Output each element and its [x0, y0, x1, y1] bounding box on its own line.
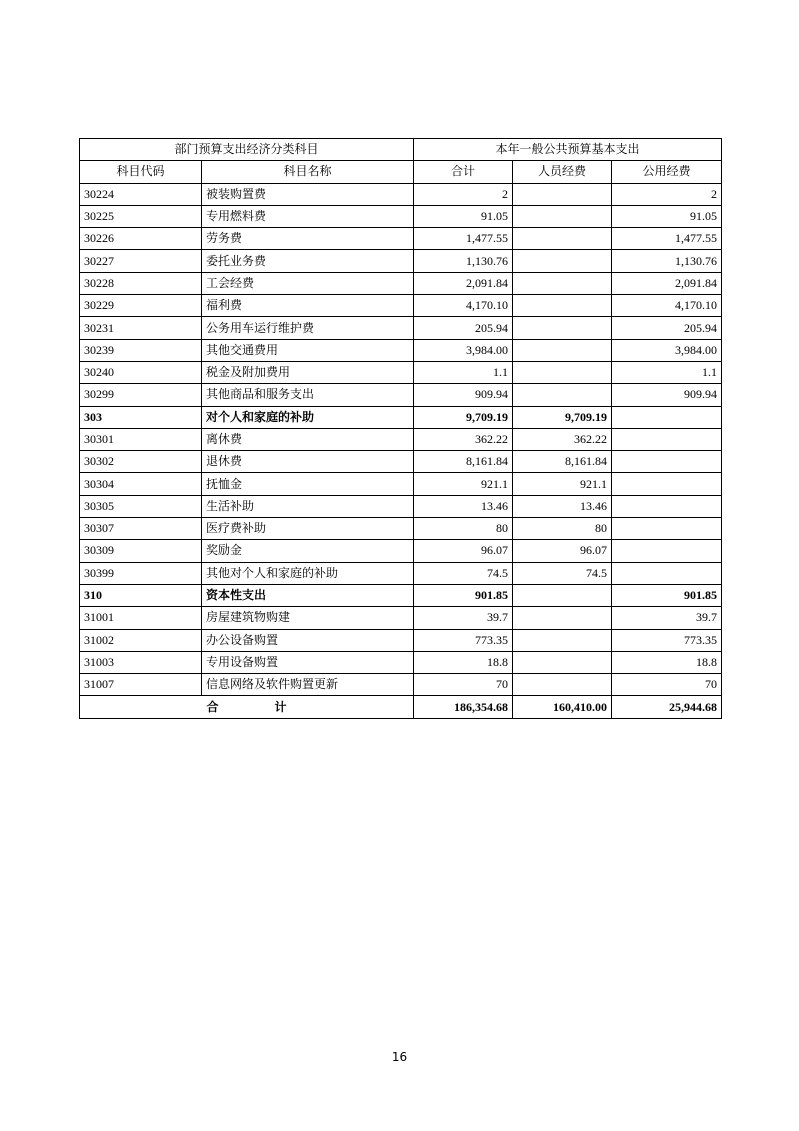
- cell-personnel: 74.5: [513, 562, 612, 584]
- cell-public: [612, 540, 722, 562]
- total-row: [80, 696, 722, 718]
- cell-name: 福利费: [202, 295, 414, 317]
- cell-personnel: [513, 250, 612, 272]
- cell-name: 退休费: [202, 451, 414, 473]
- cell-personnel: 8,161.84: [513, 451, 612, 473]
- cell-personnel: [513, 361, 612, 383]
- cell-code: 30228: [80, 272, 202, 294]
- cell-total: 80: [414, 518, 513, 540]
- table-row: [80, 473, 722, 495]
- column-header-name: 科目名称: [202, 161, 414, 183]
- cell-public: 18.8: [612, 651, 722, 673]
- cell-total: 74.5: [414, 562, 513, 584]
- cell-total: 773.35: [414, 629, 513, 651]
- cell-public: 773.35: [612, 629, 722, 651]
- cell-name: 税金及附加费用: [202, 361, 414, 383]
- cell-code: 30226: [80, 228, 202, 250]
- cell-code: 310: [80, 584, 202, 606]
- cell-name: 奖励金: [202, 540, 414, 562]
- cell-personnel: [513, 584, 612, 606]
- cell-total: 1.1: [414, 361, 513, 383]
- cell-personnel: 80: [513, 518, 612, 540]
- cell-public: 205.94: [612, 317, 722, 339]
- cell-total: 921.1: [414, 473, 513, 495]
- table-row: [80, 228, 722, 250]
- cell-total: 205.94: [414, 317, 513, 339]
- cell-total: 2,091.84: [414, 272, 513, 294]
- cell-name: 其他商品和服务支出: [202, 384, 414, 406]
- cell-code: 30301: [80, 428, 202, 450]
- cell-personnel: [513, 295, 612, 317]
- table-row: [80, 250, 722, 272]
- cell-total: 362.22: [414, 428, 513, 450]
- cell-code: 303: [80, 406, 202, 428]
- table-row: [80, 384, 722, 406]
- table-row: [80, 674, 722, 696]
- cell-name: 专用燃料费: [202, 205, 414, 227]
- group-header-row: [80, 139, 722, 161]
- cell-name: 其他对个人和家庭的补助: [202, 562, 414, 584]
- cell-public: 1.1: [612, 361, 722, 383]
- cell-code: 30304: [80, 473, 202, 495]
- cell-name: 其他交通费用: [202, 339, 414, 361]
- group-header-classification: 部门预算支出经济分类科目: [80, 139, 414, 161]
- cell-name: 工会经费: [202, 272, 414, 294]
- cell-code: 30224: [80, 183, 202, 205]
- cell-name: 专用设备购置: [202, 651, 414, 673]
- cell-name: 委托业务费: [202, 250, 414, 272]
- total-label: [80, 696, 414, 718]
- cell-personnel: [513, 629, 612, 651]
- cell-code: 30307: [80, 518, 202, 540]
- cell-code: 30231: [80, 317, 202, 339]
- cell-total: 909.94: [414, 384, 513, 406]
- cell-personnel: [513, 651, 612, 673]
- cell-total: 901.85: [414, 584, 513, 606]
- cell-name: 被装购置费: [202, 183, 414, 205]
- total-cell-personnel: 160,410.00: [513, 696, 612, 718]
- cell-total: 1,130.76: [414, 250, 513, 272]
- cell-personnel: [513, 272, 612, 294]
- cell-total: 96.07: [414, 540, 513, 562]
- column-header-total: 合计: [414, 161, 513, 183]
- table-row: [80, 295, 722, 317]
- table-row: [80, 629, 722, 651]
- cell-code: 31002: [80, 629, 202, 651]
- cell-name: 抚恤金: [202, 473, 414, 495]
- cell-code: 30305: [80, 495, 202, 517]
- cell-code: 31003: [80, 651, 202, 673]
- cell-name: 信息网络及软件购置更新: [202, 674, 414, 696]
- cell-public: 2: [612, 183, 722, 205]
- table-row: [80, 451, 722, 473]
- cell-public: [612, 562, 722, 584]
- page-number: 16: [391, 1050, 408, 1064]
- cell-personnel: [513, 384, 612, 406]
- table-row: [80, 317, 722, 339]
- total-cell-total: 186,354.68: [414, 696, 513, 718]
- cell-public: [612, 495, 722, 517]
- table-row: [80, 495, 722, 517]
- cell-personnel: [513, 674, 612, 696]
- cell-public: [612, 406, 722, 428]
- total-cell-public: 25,944.68: [612, 696, 722, 718]
- table-row: [80, 540, 722, 562]
- cell-public: 91.05: [612, 205, 722, 227]
- cell-code: 30239: [80, 339, 202, 361]
- cell-name: 医疗费补助: [202, 518, 414, 540]
- table-row: [80, 361, 722, 383]
- cell-public: [612, 428, 722, 450]
- cell-public: 901.85: [612, 584, 722, 606]
- group-header-basic-expenditure: 本年一般公共预算基本支出: [414, 139, 722, 161]
- cell-public: 1,477.55: [612, 228, 722, 250]
- cell-public: 3,984.00: [612, 339, 722, 361]
- cell-code: 30309: [80, 540, 202, 562]
- cell-code: 30240: [80, 361, 202, 383]
- cell-personnel: 9,709.19: [513, 406, 612, 428]
- cell-code: 30299: [80, 384, 202, 406]
- cell-name: 资本性支出: [202, 584, 414, 606]
- cell-public: 70: [612, 674, 722, 696]
- cell-name: 公务用车运行维护费: [202, 317, 414, 339]
- table-row: [80, 183, 722, 205]
- cell-public: [612, 451, 722, 473]
- cell-personnel: [513, 339, 612, 361]
- cell-personnel: 362.22: [513, 428, 612, 450]
- column-header-row: [80, 161, 722, 183]
- cell-name: 生活补助: [202, 495, 414, 517]
- cell-code: 31001: [80, 607, 202, 629]
- cell-total: 1,477.55: [414, 228, 513, 250]
- cell-public: 4,170.10: [612, 295, 722, 317]
- cell-personnel: 96.07: [513, 540, 612, 562]
- table-row: [80, 584, 722, 606]
- table-row: [80, 406, 722, 428]
- cell-code: 30227: [80, 250, 202, 272]
- table-row: [80, 428, 722, 450]
- cell-public: [612, 473, 722, 495]
- cell-name: 办公设备购置: [202, 629, 414, 651]
- cell-code: 30302: [80, 451, 202, 473]
- table-row: [80, 272, 722, 294]
- cell-name: 对个人和家庭的补助: [202, 406, 414, 428]
- cell-public: 2,091.84: [612, 272, 722, 294]
- cell-code: 30225: [80, 205, 202, 227]
- cell-personnel: [513, 607, 612, 629]
- cell-public: 909.94: [612, 384, 722, 406]
- cell-total: 4,170.10: [414, 295, 513, 317]
- column-header-code: 科目代码: [80, 161, 202, 183]
- cell-total: 8,161.84: [414, 451, 513, 473]
- cell-personnel: 921.1: [513, 473, 612, 495]
- table-row: [80, 339, 722, 361]
- cell-code: 30229: [80, 295, 202, 317]
- total-label-right: 计: [274, 699, 287, 714]
- table-row: [80, 518, 722, 540]
- cell-name: 劳务费: [202, 228, 414, 250]
- table-row: [80, 562, 722, 584]
- cell-total: 9,709.19: [414, 406, 513, 428]
- total-label-left: 合: [206, 699, 219, 714]
- cell-total: 91.05: [414, 205, 513, 227]
- cell-public: 1,130.76: [612, 250, 722, 272]
- table-row: [80, 205, 722, 227]
- cell-personnel: 13.46: [513, 495, 612, 517]
- cell-code: 30399: [80, 562, 202, 584]
- cell-personnel: [513, 317, 612, 339]
- column-header-public: 公用经费: [612, 161, 722, 183]
- budget-expenditure-table: [79, 138, 722, 719]
- cell-total: 2: [414, 183, 513, 205]
- cell-name: 离休费: [202, 428, 414, 450]
- cell-personnel: [513, 205, 612, 227]
- cell-personnel: [513, 228, 612, 250]
- cell-public: 39.7: [612, 607, 722, 629]
- cell-name: 房屋建筑物购建: [202, 607, 414, 629]
- cell-total: 70: [414, 674, 513, 696]
- cell-code: 31007: [80, 674, 202, 696]
- cell-public: [612, 518, 722, 540]
- cell-total: 3,984.00: [414, 339, 513, 361]
- table-row: [80, 651, 722, 673]
- cell-total: 18.8: [414, 651, 513, 673]
- column-header-personnel: 人员经费: [513, 161, 612, 183]
- cell-total: 13.46: [414, 495, 513, 517]
- table-row: [80, 607, 722, 629]
- cell-total: 39.7: [414, 607, 513, 629]
- cell-personnel: [513, 183, 612, 205]
